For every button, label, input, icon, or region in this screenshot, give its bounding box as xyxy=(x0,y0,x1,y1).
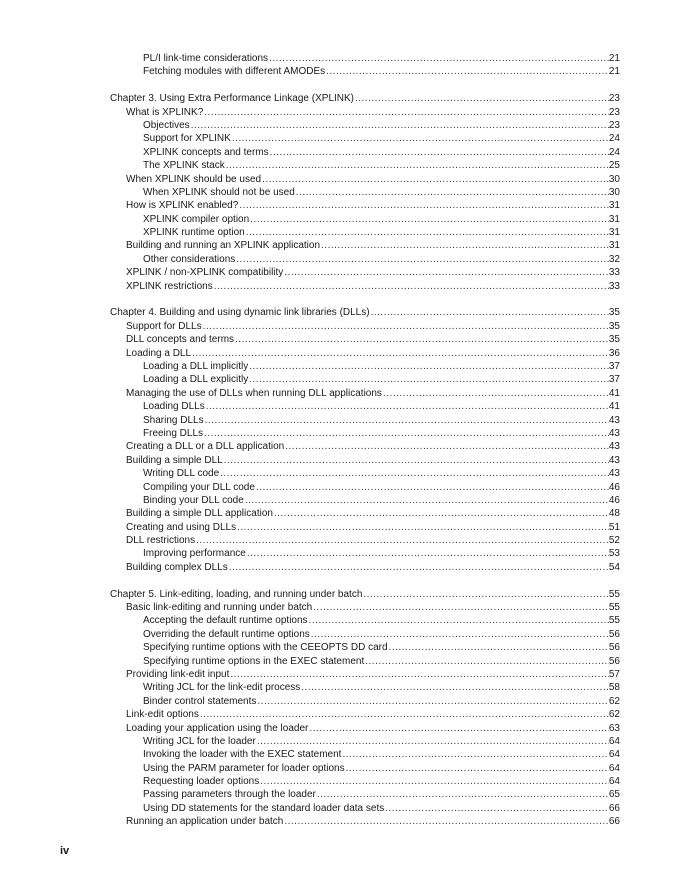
dot-leader xyxy=(235,253,609,266)
toc-entry-page: 63 xyxy=(608,722,620,734)
toc-entry-title: Running an application under batch xyxy=(126,816,284,828)
toc-entry-title: Requesting loader options xyxy=(143,776,260,788)
toc-entry-title: Using DD statements for the standard loader data sets xyxy=(143,802,385,814)
toc-entry-page: 62 xyxy=(608,695,620,707)
toc-entry-page: 43 xyxy=(608,414,620,426)
toc-entry-page: 33 xyxy=(608,280,620,292)
dot-leader xyxy=(248,360,609,373)
toc-entry-title: Chapter 5. Link-editing, loading, and running under batch xyxy=(110,588,363,600)
dot-leader xyxy=(341,748,608,761)
toc-entry-title: Writing JCL for the link-edit process xyxy=(143,682,301,694)
toc-entry-title: DLL concepts and terms xyxy=(126,334,235,346)
toc-entry-title: Building a simple DLL xyxy=(126,454,223,466)
dot-leader xyxy=(199,708,609,721)
dot-leader xyxy=(213,280,609,293)
toc-entry-page: 35 xyxy=(608,307,620,319)
toc-entry-page: 66 xyxy=(608,802,620,814)
toc-entry[interactable] xyxy=(110,414,620,427)
dot-leader xyxy=(362,588,608,601)
toc-entry[interactable] xyxy=(110,681,620,694)
dot-leader xyxy=(204,414,609,427)
toc-entry[interactable] xyxy=(110,735,620,748)
toc-entry-title: XPLINK compiler option xyxy=(143,213,250,225)
toc-entry-page: 21 xyxy=(608,66,620,78)
toc-entry-title: XPLINK runtime option xyxy=(143,227,245,239)
toc-entry-title: Providing link-edit input xyxy=(126,668,230,680)
toc-entry-page: 64 xyxy=(608,735,620,747)
toc-entry[interactable] xyxy=(110,722,620,735)
dot-leader xyxy=(354,92,609,105)
toc-entry-title: Invoking the loader with the EXEC statement xyxy=(143,749,342,761)
toc-entry-title: What is XPLINK? xyxy=(126,106,204,118)
toc-entry-page: 52 xyxy=(608,535,620,547)
toc-entry[interactable] xyxy=(110,132,620,145)
toc-entry[interactable] xyxy=(110,668,620,681)
toc-entry-title: Building complex DLLs xyxy=(126,561,228,573)
dot-leader xyxy=(273,507,609,520)
toc-entry-title: Writing DLL code xyxy=(143,468,220,480)
dot-leader xyxy=(308,614,609,627)
dot-leader xyxy=(195,534,609,547)
toc-entry-page: 24 xyxy=(608,146,620,158)
toc-entry[interactable] xyxy=(110,333,620,346)
toc-entry[interactable] xyxy=(110,173,620,186)
toc-entry[interactable] xyxy=(110,186,620,199)
toc-entry-title: DLL restrictions xyxy=(126,535,196,547)
toc-entry[interactable] xyxy=(110,266,620,279)
toc-entry-page: 33 xyxy=(608,267,620,279)
toc-entry[interactable] xyxy=(110,561,620,574)
dot-leader xyxy=(223,454,609,467)
toc-entry-title: Binder control statements xyxy=(143,695,257,707)
toc-entry-title: When XPLINK should not be used xyxy=(143,186,295,198)
dot-leader xyxy=(283,815,609,828)
dot-leader xyxy=(308,722,609,735)
toc-entry-title: PL/I link-time considerations xyxy=(143,53,269,64)
toc-entry-page: 55 xyxy=(608,602,620,614)
toc-entry-title: Freeing DLLs xyxy=(143,427,204,439)
toc-entry-page: 54 xyxy=(608,561,620,573)
dot-leader xyxy=(259,775,609,788)
toc-entry-page: 23 xyxy=(608,119,620,131)
toc-entry[interactable] xyxy=(110,628,620,641)
dot-leader xyxy=(219,467,609,480)
dot-leader xyxy=(191,347,609,360)
toc-entry-page: 64 xyxy=(608,776,620,788)
toc-entry-title: XPLINK concepts and terms xyxy=(143,146,269,158)
dot-leader xyxy=(268,52,609,65)
dot-leader xyxy=(249,213,609,226)
toc-entry[interactable] xyxy=(110,815,620,828)
dot-leader xyxy=(246,547,609,560)
toc-entry-title: XPLINK restrictions xyxy=(126,280,213,292)
dot-leader xyxy=(234,333,609,346)
section-gap xyxy=(110,574,620,587)
toc-entry-page: 25 xyxy=(608,160,620,172)
dot-leader xyxy=(245,226,609,239)
dot-leader xyxy=(256,695,608,708)
toc-entry-title: Binding your DLL code xyxy=(143,494,244,506)
toc-entry-page: 41 xyxy=(608,401,620,413)
dot-leader xyxy=(236,521,609,534)
toc-entry-title: XPLINK / non-XPLINK compatibility xyxy=(126,267,284,279)
toc-entry[interactable] xyxy=(110,347,620,360)
toc-entry-title: Loading a DLL explicitly xyxy=(143,374,249,386)
toc-entry-page: 56 xyxy=(608,655,620,667)
toc-entry-page: 58 xyxy=(608,682,620,694)
toc-entry-title: Support for DLLs xyxy=(126,320,202,332)
section-gap xyxy=(110,79,620,92)
toc-entry-title: Building and running an XPLINK application xyxy=(126,240,321,252)
toc-entry[interactable] xyxy=(110,52,620,65)
toc-entry-page: 30 xyxy=(608,173,620,185)
dot-leader xyxy=(300,681,609,694)
toc-entry-page: 23 xyxy=(608,93,620,105)
toc-entry-title: Managing the use of DLLs when running DLL applications xyxy=(126,387,382,399)
toc-entry[interactable] xyxy=(110,494,620,507)
toc-entry-title: Basic link-editing and running under batch xyxy=(126,602,313,614)
toc-entry[interactable] xyxy=(110,320,620,333)
toc-entry-title: Loading DLLs xyxy=(143,401,205,413)
toc-entry[interactable] xyxy=(110,547,620,560)
toc-entry-page: 32 xyxy=(608,253,620,265)
toc-entry[interactable] xyxy=(110,360,620,373)
dot-leader xyxy=(244,494,609,507)
toc-entry-title: Sharing DLLs xyxy=(143,414,204,426)
toc-entry[interactable] xyxy=(110,440,620,453)
toc-entry[interactable] xyxy=(110,601,620,614)
toc-entry-page: 36 xyxy=(608,347,620,359)
toc-entry-title: Using the PARM parameter for loader options xyxy=(143,762,345,774)
dot-leader xyxy=(320,239,609,252)
toc-entry-title: How is XPLINK enabled? xyxy=(126,200,239,212)
toc-entry[interactable] xyxy=(110,521,620,534)
toc-entry-title: Improving performance xyxy=(143,548,246,560)
toc-entry-page: 23 xyxy=(608,106,620,118)
toc-entry[interactable] xyxy=(110,387,620,400)
toc-entry[interactable] xyxy=(110,748,620,761)
toc-entry[interactable] xyxy=(110,481,620,494)
dot-leader xyxy=(238,199,609,212)
dot-leader xyxy=(384,802,609,815)
toc-entry-title: The XPLINK stack xyxy=(143,160,225,172)
toc-entry-page: 64 xyxy=(608,762,620,774)
toc-entry[interactable] xyxy=(110,65,620,78)
toc-entry-page: 55 xyxy=(608,588,620,600)
toc-entry-title: Other considerations xyxy=(143,253,236,265)
toc-entry-page: 46 xyxy=(608,481,620,493)
dot-leader xyxy=(229,668,608,681)
toc-entry[interactable] xyxy=(110,146,620,159)
toc-entry-page: 46 xyxy=(608,494,620,506)
toc-entry-title: Support for XPLINK xyxy=(143,133,231,145)
toc-entry-title: Loading a DLL implicitly xyxy=(143,360,249,372)
dot-leader xyxy=(310,628,609,641)
toc-entry[interactable] xyxy=(110,467,620,480)
toc-entry-page: 31 xyxy=(608,227,620,239)
toc-entry[interactable] xyxy=(110,373,620,386)
toc-entry[interactable] xyxy=(110,280,620,293)
dot-leader xyxy=(190,119,609,132)
toc-entry[interactable] xyxy=(110,427,620,440)
toc-entry-page: 57 xyxy=(608,668,620,680)
dot-leader xyxy=(231,132,609,145)
dot-leader xyxy=(295,186,609,199)
toc-entry-page: 24 xyxy=(608,133,620,145)
toc-chapter-entry[interactable] xyxy=(110,588,620,601)
dot-leader xyxy=(283,266,609,279)
dot-leader xyxy=(261,173,609,186)
toc-entry[interactable] xyxy=(110,159,620,172)
toc-entry-page: 31 xyxy=(608,200,620,212)
toc-entry-title: Creating and using DLLs xyxy=(126,521,237,533)
dot-leader xyxy=(388,641,609,654)
toc-entry[interactable] xyxy=(110,775,620,788)
toc-entry-title: Loading a DLL xyxy=(126,347,192,359)
dot-leader xyxy=(382,387,609,400)
toc-entry-page: 30 xyxy=(608,186,620,198)
dot-leader xyxy=(202,320,609,333)
toc-entry-page: 35 xyxy=(608,320,620,332)
toc-entry[interactable] xyxy=(110,762,620,775)
toc-entry-title: Chapter 4. Building and using dynamic link libraries (DLLs) xyxy=(110,307,370,319)
toc-entry-title: When XPLINK should be used xyxy=(126,173,262,185)
toc-entry-page: 43 xyxy=(608,468,620,480)
section-gap xyxy=(110,293,620,306)
toc-entry[interactable] xyxy=(110,253,620,266)
toc-entry[interactable] xyxy=(110,641,620,654)
toc-entry-title: Writing JCL for the loader xyxy=(143,735,256,747)
toc-entry-page: 51 xyxy=(608,521,620,533)
toc-entry-page: 62 xyxy=(608,709,620,721)
toc-entry[interactable] xyxy=(110,534,620,547)
toc-entry[interactable] xyxy=(110,226,620,239)
toc-entry-title: Overriding the default runtime options xyxy=(143,628,310,640)
toc-entry-page: 65 xyxy=(608,789,620,801)
toc-entry-title: Building a simple DLL application xyxy=(126,508,273,520)
toc-entry-page: 37 xyxy=(608,360,620,372)
dot-leader xyxy=(316,788,609,801)
toc-entry-page: 48 xyxy=(608,508,620,520)
toc-entry-page: 21 xyxy=(608,53,620,64)
toc-entry-title: Fetching modules with different AMODEs xyxy=(143,66,326,78)
toc-entry-title: Chapter 3. Using Extra Performance Linkage (XPLINK) xyxy=(110,93,354,105)
toc-entry[interactable] xyxy=(110,614,620,627)
dot-leader xyxy=(228,561,609,574)
toc-entry-page: 53 xyxy=(608,548,620,560)
toc-entry-title: Passing parameters through the loader xyxy=(143,789,316,801)
toc-entry-title: Link-edit options xyxy=(126,709,199,721)
page-number: iv xyxy=(60,845,70,857)
dot-leader xyxy=(205,400,609,413)
toc-entry-page: 55 xyxy=(608,615,620,627)
toc-chapter-entry[interactable] xyxy=(110,306,620,319)
toc-entry-page: 31 xyxy=(608,213,620,225)
dot-leader xyxy=(325,65,609,78)
toc-entry-page: 35 xyxy=(608,334,620,346)
dot-leader xyxy=(225,159,609,172)
toc-entry-page: 41 xyxy=(608,387,620,399)
table-of-contents xyxy=(110,52,620,829)
dot-leader xyxy=(312,601,609,614)
toc-entry-page: 66 xyxy=(608,816,620,828)
toc-entry-page: 37 xyxy=(608,374,620,386)
toc-entry-title: Specifying runtime options with the CEEOPTS DD card xyxy=(143,642,388,654)
toc-entry-page: 43 xyxy=(608,441,620,453)
toc-entry-page: 43 xyxy=(608,427,620,439)
dot-leader xyxy=(248,373,609,386)
toc-entry-page: 56 xyxy=(608,642,620,654)
toc-entry-title: Accepting the default runtime options xyxy=(143,615,308,627)
toc-entry[interactable] xyxy=(110,239,620,252)
toc-entry-title: Specifying runtime options in the EXEC statement xyxy=(143,655,365,667)
toc-entry-page: 43 xyxy=(608,454,620,466)
dot-leader xyxy=(256,735,609,748)
toc-entry[interactable] xyxy=(110,802,620,815)
toc-entry-page: 64 xyxy=(608,749,620,761)
toc-entry[interactable] xyxy=(110,695,620,708)
dot-leader xyxy=(345,762,609,775)
dot-leader xyxy=(284,440,609,453)
toc-entry[interactable] xyxy=(110,788,620,801)
toc-entry[interactable] xyxy=(110,454,620,467)
dot-leader xyxy=(364,655,609,668)
toc-entry-title: Creating a DLL or a DLL application xyxy=(126,441,285,453)
toc-entry[interactable] xyxy=(110,655,620,668)
dot-leader xyxy=(255,481,609,494)
toc-entry-title: Objectives xyxy=(143,119,190,131)
toc-entry[interactable] xyxy=(110,199,620,212)
toc-entry[interactable] xyxy=(110,213,620,226)
toc-entry-title: Loading your application using the loader xyxy=(126,722,309,734)
dot-leader xyxy=(269,146,609,159)
dot-leader xyxy=(203,427,609,440)
dot-leader xyxy=(370,306,609,319)
toc-entry[interactable] xyxy=(110,106,620,119)
toc-chapter-entry[interactable] xyxy=(110,92,620,105)
toc-entry[interactable] xyxy=(110,507,620,520)
toc-entry[interactable] xyxy=(110,708,620,721)
toc-entry-title: Compiling your DLL code xyxy=(143,481,255,493)
dot-leader xyxy=(203,106,609,119)
toc-entry[interactable] xyxy=(110,400,620,413)
toc-entry-page: 56 xyxy=(608,628,620,640)
toc-entry-page: 31 xyxy=(608,240,620,252)
toc-entry[interactable] xyxy=(110,119,620,132)
